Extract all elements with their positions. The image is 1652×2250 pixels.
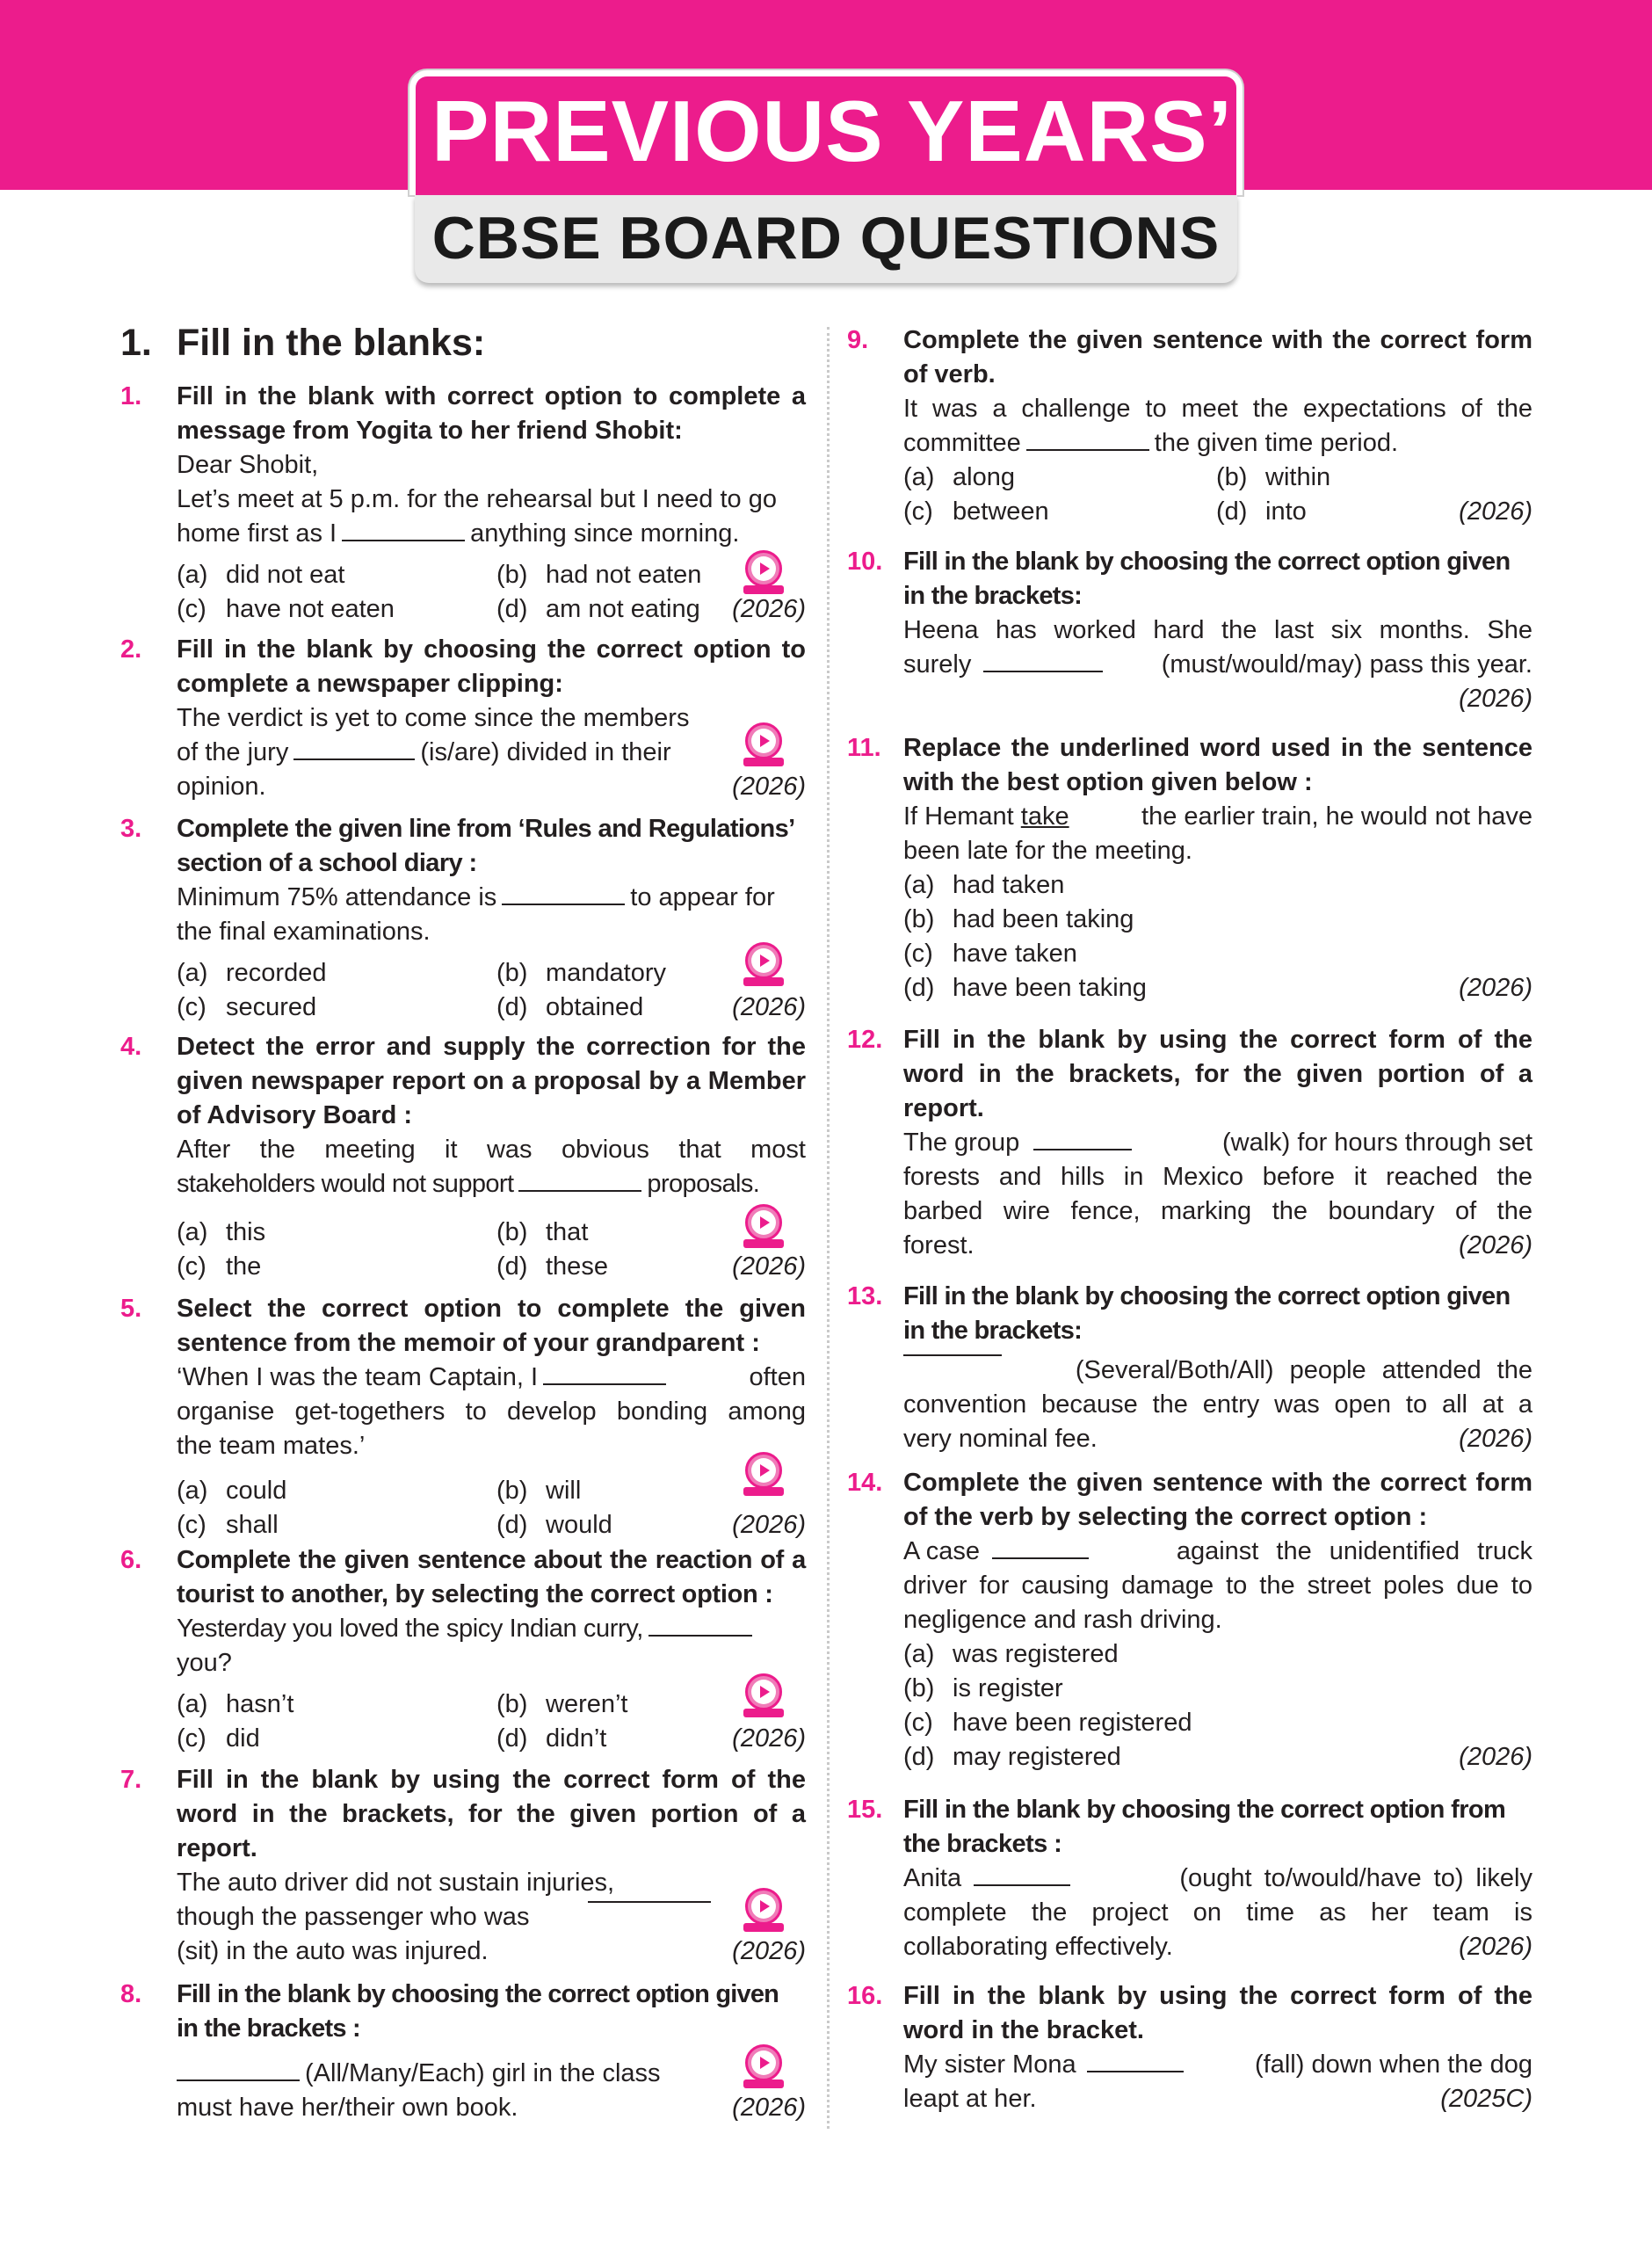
question-number: 12. (847, 1026, 883, 1054)
question-title: Fill in the blank by using the correct form of the word in the bracket. (903, 1982, 1532, 2044)
option-c: (c) shall (177, 1511, 279, 1539)
question-line: The auto driver did not sustain injuries, (177, 1869, 615, 1897)
option-d: (d) would (496, 1511, 612, 1539)
question-line: (fall) down when the dog (1255, 2050, 1532, 2079)
question-7 (120, 1763, 806, 1969)
play-video-icon[interactable] (743, 1673, 787, 1719)
question-number: 8. (120, 1980, 142, 2008)
question-line: often (749, 1363, 806, 1391)
option-b: (b) had been taking (903, 905, 1134, 933)
year-tag: (2026) (732, 1511, 806, 1539)
year-tag: (2026) (1459, 685, 1532, 713)
question-line: (ought to/would/have to) likely (1179, 1864, 1532, 1892)
answer-blank (502, 903, 625, 905)
question-number: 10. (847, 548, 883, 576)
question-1 (120, 380, 806, 627)
banner (409, 70, 1243, 287)
question-line: home first as I (177, 519, 337, 548)
question-2 (120, 633, 806, 804)
question-line: Minimum 75% attendance is (177, 883, 497, 911)
year-tag: (2026) (732, 993, 806, 1021)
option-b: (b) weren’t (496, 1690, 628, 1718)
question-line: (walk) for hours through set (1222, 1129, 1532, 1157)
question-line: barbed wire fence, marking the boundary of the (903, 1197, 1532, 1225)
question-title: Fill in the blank by using the correct form of the word in the brackets, for the given portion of a report. (903, 1026, 1532, 1122)
play-video-icon[interactable] (743, 2044, 787, 2090)
question-title: Detect the error and supply the correction for the given newspaper report on a proposal by a Member of Advisory Board : (177, 1033, 806, 1129)
options (177, 956, 806, 1025)
play-video-icon[interactable] (743, 1888, 787, 1934)
question-8 (120, 1978, 806, 2125)
question-line: Let’s meet at 5 p.m. for the rehearsal but I need to go (177, 485, 777, 513)
question-number: 9. (847, 326, 869, 354)
options (177, 1216, 806, 1284)
question-line: If Hemant (903, 802, 1014, 831)
question-title: Complete the given sentence with the correct form of the verb by selecting the correct option : (903, 1469, 1532, 1531)
question-11 (847, 731, 1532, 1005)
question-line: Dear Shobit, (177, 451, 319, 479)
banner-subtitle: CBSE BOARD QUESTIONS (431, 205, 1221, 272)
answer-blank (983, 670, 1103, 672)
answer-blank (588, 1900, 711, 1903)
question-line: It was a challenge to meet the expectations of the (903, 395, 1532, 423)
question-title: Fill in the blank by using the correct form of the word in the brackets, for the given portion of a report. (177, 1766, 806, 1862)
option-b: (b) had not eaten (496, 561, 702, 589)
question-line: Heena has worked hard the last six months. She (903, 616, 1532, 644)
option-a: (a) along (903, 463, 1015, 491)
question-number: 11. (847, 734, 881, 762)
play-video-icon[interactable] (743, 942, 787, 988)
answer-blank (293, 758, 415, 760)
option-d: (d) didn’t (496, 1724, 607, 1753)
option-a: (a) did not eat (177, 561, 345, 589)
question-line: (is/are) divided in their (420, 738, 671, 766)
question-title: Fill in the blank by choosing the correct option given in the brackets: (903, 548, 1511, 610)
option-a: (a) had taken (903, 871, 1065, 899)
year-tag: (2026) (1459, 1231, 1532, 1259)
year-tag: (2026) (1459, 497, 1532, 526)
question-6 (120, 1543, 806, 1756)
option-a: (a) could (177, 1477, 287, 1505)
answer-blank (543, 1383, 666, 1385)
question-line: negligence and rash driving. (903, 1606, 1222, 1634)
question-line: proposals. (647, 1170, 760, 1198)
option-c: (c) have taken (903, 940, 1077, 968)
question-12 (847, 1023, 1532, 1263)
option-c: (c) have not eaten (177, 595, 395, 623)
option-d: (d) into (1216, 497, 1307, 526)
question-number: 3. (120, 815, 142, 843)
question-line: collaborating effectively. (903, 1933, 1173, 1961)
question-line: very nominal fee. (903, 1425, 1098, 1453)
question-line: (Several/Both/All) people attended the (1075, 1356, 1532, 1384)
question-line: Yesterday you loved the spicy Indian curry, (177, 1615, 643, 1643)
answer-blank (1033, 1148, 1132, 1150)
option-a: (a) hasn’t (177, 1690, 294, 1718)
question-title: Select the correct option to complete the given sentence from the memoir of your grandparent : (177, 1295, 806, 1357)
answer-blank (518, 1189, 641, 1192)
column-divider (827, 327, 830, 2129)
question-line: the earlier train, he would not have (1141, 802, 1532, 831)
question-line: committee (903, 429, 1021, 457)
option-b: (b) is register (903, 1674, 1063, 1702)
question-3 (120, 812, 806, 1025)
play-video-icon[interactable] (743, 1452, 787, 1498)
answer-blank (177, 2079, 300, 2081)
question-number: 13. (847, 1282, 883, 1310)
option-d: (d) may registered (2026) (903, 1740, 1532, 1775)
question-title: Fill in the blank by choosing the correct option from the brackets : (903, 1796, 1506, 1858)
option-c: (c) secured (177, 993, 317, 1021)
question-14 (847, 1466, 1532, 1775)
question-line: to appear for (630, 883, 775, 911)
question-title: Fill in the blank by choosing the correct option given in the brackets: (903, 1282, 1511, 1345)
answer-blank (1087, 2070, 1184, 2072)
options (903, 461, 1532, 529)
question-number: 1. (120, 382, 142, 410)
question-line: though the passenger who was (177, 1903, 530, 1931)
question-line: against the unidentified truck (1176, 1537, 1532, 1565)
question-13 (847, 1280, 1532, 1456)
answer-blank (974, 1883, 1070, 1886)
question-line: Anita (903, 1864, 962, 1892)
option-c: (c) did (177, 1724, 260, 1753)
section-title: Fill in the blanks: (177, 322, 486, 364)
question-title: Fill in the blank with correct option to complete a message from Yogita to her friend Shobit: (177, 382, 806, 445)
question-line: organise get-togethers to develop bonding among (177, 1397, 806, 1426)
options (177, 558, 806, 627)
option-c: (c) have been registered (903, 1709, 1192, 1737)
question-line: anything since morning. (470, 519, 740, 548)
question-title: Fill in the blank by choosing the correct option to complete a newspaper clipping: (177, 635, 806, 698)
question-line: forests and hills in Mexico before it reached the (903, 1163, 1532, 1191)
question-16 (847, 1979, 1532, 2116)
year-tag: (2026) (732, 773, 806, 801)
year-tag: (2026) (732, 595, 806, 623)
question-line: driver for causing damage to the street poles due to (903, 1571, 1532, 1600)
option-d: (d) these (496, 1252, 608, 1281)
option-a: (a) was registered (903, 1640, 1119, 1668)
question-number: 14. (847, 1469, 883, 1497)
year-tag: (2026) (732, 1252, 806, 1281)
question-line: A case (903, 1537, 981, 1565)
play-video-icon[interactable] (743, 550, 787, 596)
option-b: (b) that (496, 1218, 589, 1246)
question-line: must have her/their own book. (177, 2094, 518, 2122)
answer-blank (342, 539, 465, 541)
option-a: (a) recorded (177, 959, 327, 987)
question-4 (120, 1030, 806, 1284)
question-10 (847, 545, 1532, 716)
question-line: been late for the meeting. (903, 837, 1192, 865)
options (177, 1688, 806, 1756)
year-tag: (2026) (1459, 1743, 1532, 1771)
question-number: 7. (120, 1766, 142, 1794)
option-d: (d) have been taking (2026) (903, 971, 1532, 1005)
question-5 (120, 1292, 806, 1542)
year-tag: (2026) (732, 1724, 806, 1753)
year-tag: (2026) (732, 2094, 806, 2122)
answer-blank (1026, 448, 1149, 451)
option-c: (c) the (177, 1252, 262, 1281)
question-15 (847, 1793, 1532, 1964)
question-line: convention because the entry was open to all at a (903, 1390, 1532, 1419)
play-video-icon[interactable] (743, 1204, 787, 1250)
question-number: 15. (847, 1796, 883, 1824)
answer-blank (903, 1354, 1002, 1356)
year-tag: (2026) (1459, 974, 1532, 1002)
option-c: (c) between (903, 497, 1049, 526)
question-title: Replace the underlined word used in the sentence with the best option given below : (903, 734, 1532, 796)
option-a: (a) this (177, 1218, 266, 1246)
options (177, 1474, 806, 1542)
question-number: 16. (847, 1982, 883, 2010)
question-line: you? (177, 1649, 232, 1677)
year-tag: (2026) (732, 1937, 806, 1965)
question-title: Complete the given line from ‘Rules and Regulations’ section of a school diary : (177, 815, 793, 877)
option-d: (d) am not eating (496, 595, 700, 623)
option-b: (b) within (1216, 463, 1331, 491)
question-line: ‘When I was the team Captain, I (177, 1363, 539, 1391)
question-line: the team mates.’ (177, 1432, 366, 1460)
question-9 (847, 323, 1532, 529)
option-b: (b) will (496, 1477, 582, 1505)
question-number: 6. (120, 1546, 142, 1574)
question-line: The verdict is yet to come since the members (177, 704, 690, 732)
banner-title: PREVIOUS YEARS’ (431, 83, 1233, 179)
question-line: forest. (903, 1231, 975, 1259)
question-line: the final examinations. (177, 918, 431, 946)
question-line: leapt at her. (903, 2085, 1037, 2113)
play-video-icon[interactable] (743, 722, 787, 768)
question-line: The group (903, 1129, 1020, 1157)
answer-blank (648, 1634, 752, 1637)
question-title: Complete the given sentence about the reaction of a tourist to another, by selecting the correct option : (177, 1546, 806, 1608)
question-number: 2. (120, 635, 142, 664)
question-line: surely (903, 650, 972, 679)
question-title: Complete the given sentence with the correct form of verb. (903, 326, 1532, 388)
option-b: (b) mandatory (496, 959, 667, 987)
question-line: (All/Many/Each) girl in the class (305, 2059, 661, 2087)
section-number: 1. (120, 322, 152, 364)
year-tag: (2026) (1459, 1425, 1532, 1453)
question-line: (must/would/may) pass this year. (1161, 650, 1532, 679)
option-d: (d) obtained (496, 993, 644, 1021)
question-line: the given time period. (1154, 429, 1399, 457)
question-title: Fill in the blank by choosing the correct option given in the brackets : (177, 1980, 779, 2043)
banner-subtitle-box (415, 195, 1237, 283)
underlined-word: take (1020, 802, 1069, 831)
banner-title-box (409, 70, 1243, 195)
question-line: (sit) in the auto was injured. (177, 1937, 489, 1965)
question-number: 4. (120, 1033, 142, 1061)
question-line: complete the project on time as her team is (903, 1898, 1532, 1927)
year-tag: (2026) (1459, 1933, 1532, 1961)
question-line: After the meeting it was obvious that most (177, 1136, 806, 1164)
section-heading (120, 322, 485, 365)
question-line: My sister Mona (903, 2050, 1076, 2079)
answer-blank (992, 1557, 1089, 1559)
question-number: 5. (120, 1295, 142, 1323)
question-line: opinion. (177, 773, 266, 801)
question-line: stakeholders would not support (177, 1170, 514, 1198)
year-tag: (2025C) (1440, 2085, 1532, 2113)
question-line: of the jury (177, 738, 289, 766)
